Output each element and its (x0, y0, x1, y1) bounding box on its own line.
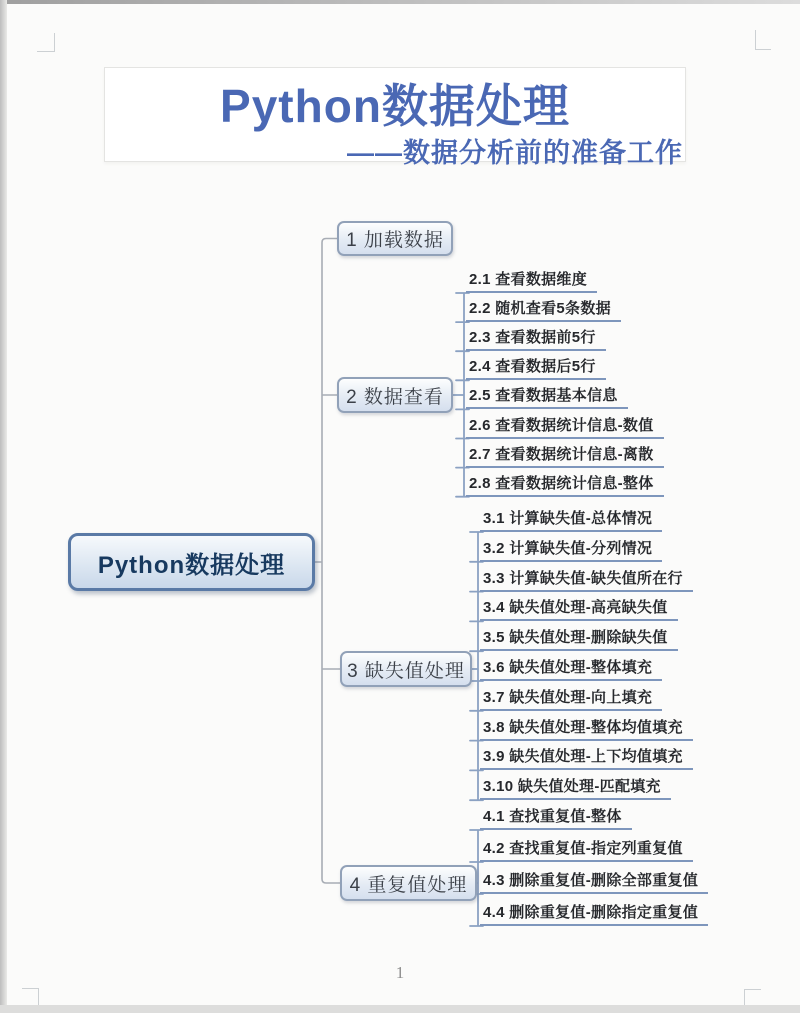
mindmap-child-item: 4.3 删除重复值-删除全部重复值 (480, 869, 708, 894)
mindmap-child-item: 2.7 查看数据统计信息-离散 (466, 443, 664, 468)
mindmap-child-item: 4.2 查找重复值-指定列重复值 (480, 837, 693, 862)
mindmap-root-node: Python数据处理 (68, 533, 315, 591)
page-number: 1 (395, 963, 405, 982)
mindmap-child-item: 2.5 查看数据基本信息 (466, 384, 628, 409)
document-subtitle: ——数据分析前的准备工作 (347, 138, 683, 168)
mindmap-child-item: 3.5 缺失值处理-删除缺失值 (480, 626, 678, 651)
mindmap-child-item: 2.8 查看数据统计信息-整体 (466, 472, 664, 497)
mindmap-child-item: 2.1 查看数据维度 (466, 268, 597, 293)
mindmap-child-item: 2.6 查看数据统计信息-数值 (466, 414, 664, 439)
mindmap-child-item: 3.9 缺失值处理-上下均值填充 (480, 745, 693, 770)
mindmap-child-item: 3.1 计算缺失值-总体情况 (480, 507, 662, 532)
mindmap-branch-load-data: 1 加载数据 (337, 221, 453, 256)
document-title: Python数据处理 (220, 80, 570, 132)
mindmap-child-item: 3.4 缺失值处理-高亮缺失值 (480, 596, 678, 621)
mindmap-branch-missing-values: 3 缺失值处理 (340, 651, 472, 687)
mindmap-child-item: 3.7 缺失值处理-向上填充 (480, 686, 662, 711)
mindmap-child-item: 4.4 删除重复值-删除指定重复值 (480, 901, 708, 926)
mindmap-child-item: 3.3 计算缺失值-缺失值所在行 (480, 567, 693, 592)
mindmap-child-item: 3.10 缺失值处理-匹配填充 (480, 775, 671, 800)
mindmap-child-item: 3.6 缺失值处理-整体填充 (480, 656, 662, 681)
mindmap-child-item: 4.1 查找重复值-整体 (480, 805, 632, 830)
mindmap-child-item: 2.4 查看数据后5行 (466, 355, 606, 380)
mindmap-child-item: 3.2 计算缺失值-分列情况 (480, 537, 662, 562)
mindmap-branch-data-view: 2 数据查看 (337, 377, 453, 413)
mindmap-branch-duplicate-values: 4 重复值处理 (340, 865, 477, 901)
mindmap-child-item: 2.3 查看数据前5行 (466, 326, 606, 351)
mindmap-child-item: 3.8 缺失值处理-整体均值填充 (480, 716, 693, 741)
mindmap-child-item: 2.2 随机查看5条数据 (466, 297, 621, 322)
